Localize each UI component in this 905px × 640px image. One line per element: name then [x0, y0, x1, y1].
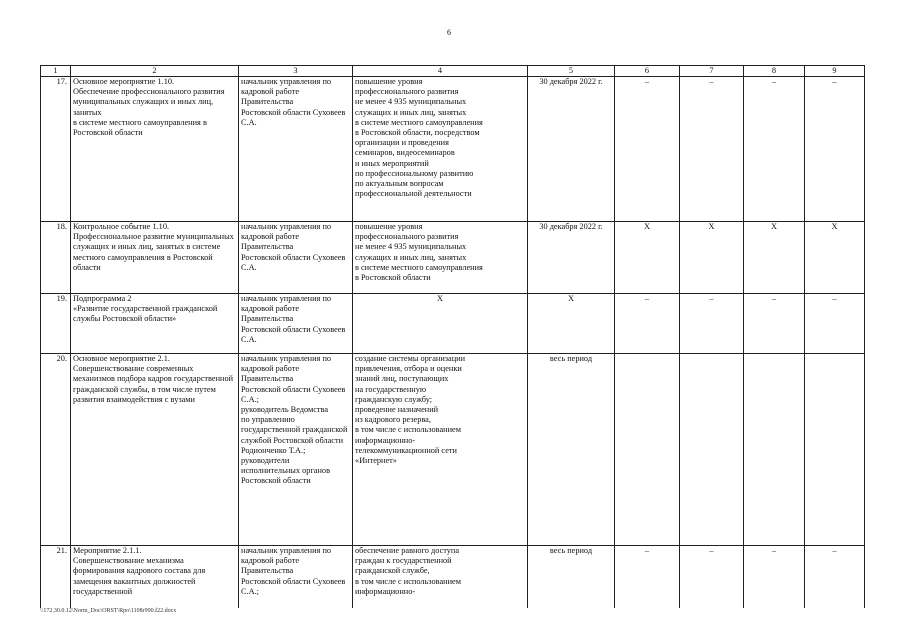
table-row [41, 354, 865, 546]
row-number: 21. [41, 546, 71, 608]
deadline: Х [528, 294, 615, 354]
header-cell: 3 [239, 66, 353, 77]
cell-7: – [680, 294, 744, 354]
cell-9: – [805, 546, 865, 608]
expected-result: повышение уровня профессионального развития не менее 4 935 муниципальных служащих и иных лиц, занятых в системе местного самоуправления в Ростовской области, посредством организации и проведения семинаров, видеосеминаров и иных мероприятий по профессиональному развитию по актуальным вопросам профессиональной деятельности [353, 77, 528, 222]
responsible: начальник управления по кадровой работе Правительства Ростовской области Суховеев С.А.; [239, 546, 353, 608]
header-cell: 2 [71, 66, 239, 77]
expected-result: Х [353, 294, 528, 354]
responsible: начальник управления по кадровой работе Правительства Ростовской области Суховеев С.А. [239, 222, 353, 294]
page-number: 6 [447, 28, 451, 37]
cell-7 [680, 354, 744, 546]
row-number: 18. [41, 222, 71, 294]
cell-9 [805, 354, 865, 546]
deadline: 30 декабря 2022 г. [528, 77, 615, 222]
deadline: весь период [528, 354, 615, 546]
table-row [41, 546, 865, 608]
expected-result: обеспечение равного доступа граждан к государственной гражданской службе, в том числе с использованием информационно- [353, 546, 528, 608]
cell-7: Х [680, 222, 744, 294]
event-name: Основное мероприятие 2.1. Совершенствование современных механизмов подбора кадров государственной гражданской службы, в том числе путем развития взаимодействия с вузами [71, 354, 239, 546]
row-number: 19. [41, 294, 71, 354]
responsible: начальник управления по кадровой работе Правительства Ростовской области Суховеев С.А. [239, 294, 353, 354]
responsible: начальник управления по кадровой работе Правительства Ростовской области Суховеев С.А. [239, 77, 353, 222]
cell-8: Х [744, 222, 805, 294]
header-cell: 7 [680, 66, 744, 77]
cell-8 [744, 354, 805, 546]
header-cell: 5 [528, 66, 615, 77]
cell-8: – [744, 294, 805, 354]
expected-result: повышение уровня профессионального развития не менее 4 935 муниципальных служащих и иных лиц, занятых в системе местного самоуправления в Ростовской области [353, 222, 528, 294]
expected-result: создание системы организации привлечения, отбора и оценки знаний лиц, поступающих на государственную гражданскую службу; проведение назначений из кадрового резерва, в том числе с использованием информационно- телекоммуникационной сети «Интернет» [353, 354, 528, 546]
event-name: Основное мероприятие 1.10. Обеспечение профессионального развития муниципальных служащих и иных лиц, занятых в системе местного самоуправления в Ростовской области [71, 77, 239, 222]
cell-8: – [744, 77, 805, 222]
plan-table [40, 65, 865, 608]
header-cell: 4 [353, 66, 528, 77]
header-cell: 8 [744, 66, 805, 77]
cell-7: – [680, 546, 744, 608]
cell-9: Х [805, 222, 865, 294]
row-number: 17. [41, 77, 71, 222]
file-path-footer: \\172.30.0.12\Norm_Doc\ORST\Rpo\1108r990.f22.docx [40, 608, 177, 614]
cell-8: – [744, 546, 805, 608]
cell-9: – [805, 294, 865, 354]
row-number: 20. [41, 354, 71, 546]
header-cell: 9 [805, 66, 865, 77]
event-name: Подпрограмма 2 «Развитие государственной гражданской службы Ростовской области» [71, 294, 239, 354]
cell-6 [615, 354, 680, 546]
deadline: 30 декабря 2022 г. [528, 222, 615, 294]
responsible: начальник управления по кадровой работе Правительства Ростовской области Суховеев С.А.; руководитель Ведомства по управлению государственной гражданской службой Ростовской области Родионченко Т.А.; руководители исполнительных органов Ростовской области [239, 354, 353, 546]
cell-6: – [615, 77, 680, 222]
event-name: Мероприятие 2.1.1. Совершенствование механизма формирования кадрового состава для замещения вакантных должностей государственной [71, 546, 239, 608]
deadline: весь период [528, 546, 615, 608]
cell-6: – [615, 546, 680, 608]
cell-7: – [680, 77, 744, 222]
event-name: Контрольное событие 1.10. Профессиональное развитие муниципальных служащих и иных лиц, занятых в системе местного самоуправления в Ростовской области [71, 222, 239, 294]
cell-9: – [805, 77, 865, 222]
cell-6: Х [615, 222, 680, 294]
table-row [41, 294, 865, 354]
table-row [41, 77, 865, 222]
header-row [41, 66, 865, 77]
header-cell: 6 [615, 66, 680, 77]
table-row [41, 222, 865, 294]
header-cell: 1 [41, 66, 71, 77]
cell-6: – [615, 294, 680, 354]
